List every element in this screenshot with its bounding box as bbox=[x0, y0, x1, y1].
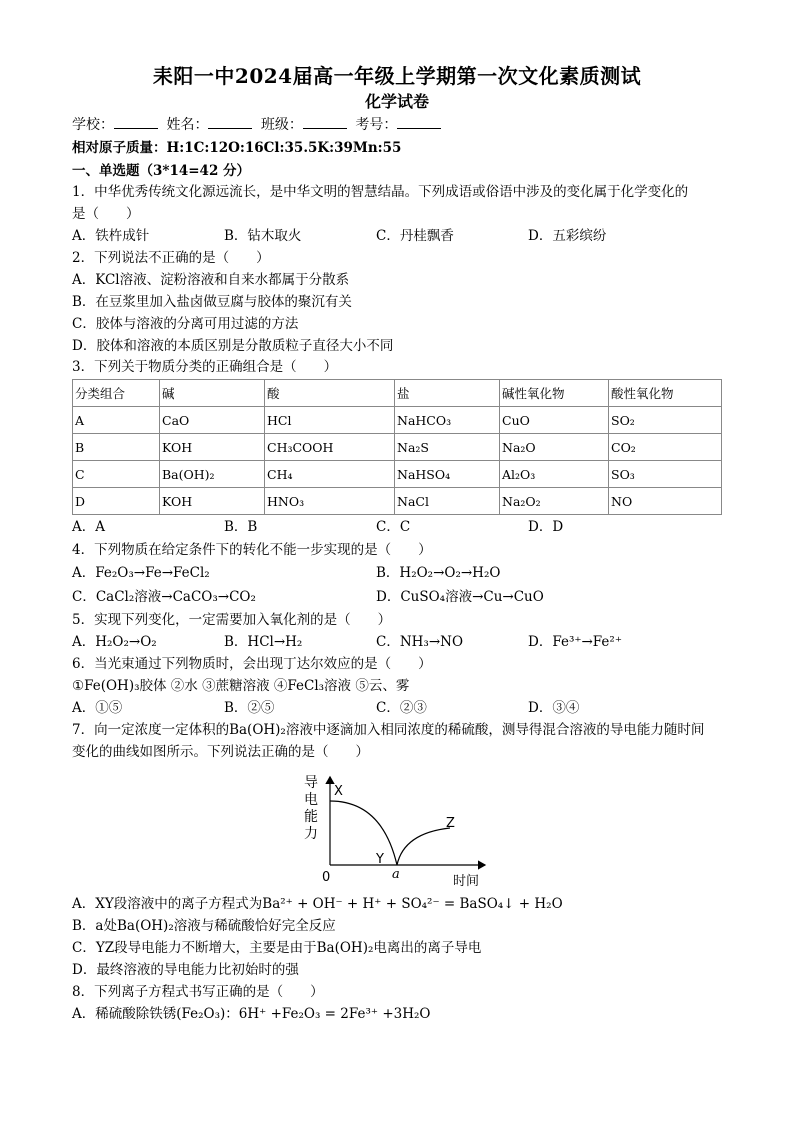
atomic-mass: 相对原子质量：H:1C:12O:16Cl:35.5K:39Mn:55 bbox=[72, 140, 402, 156]
school-blank[interactable] bbox=[114, 114, 158, 129]
q7-option-d: D．最终溶液的导电能力比初始时的强 bbox=[72, 962, 299, 978]
q7-stem-line2: 变化的曲线如图所示。下列说法正确的是（ ） bbox=[72, 744, 369, 760]
q3-option-b: B．B bbox=[224, 519, 258, 535]
q5-stem: 5．实现下列变化，一定需要加入氧化剂的是（ ） bbox=[72, 612, 392, 628]
table-cell: HNO₃ bbox=[265, 488, 395, 515]
q6-option-a: A．①⑤ bbox=[72, 700, 123, 716]
y-label-char: 导 bbox=[304, 775, 318, 791]
name-blank[interactable] bbox=[208, 114, 252, 129]
point-x-label: X bbox=[334, 784, 343, 799]
q8-option-a: A．稀硫酸除铁锈(Fe₂O₃)：6H⁺ +Fe₂O₃ = 2Fe³⁺ +3H₂O bbox=[72, 1006, 431, 1022]
q5-option-a: A．H₂O₂→O₂ bbox=[72, 634, 157, 650]
q3-option-c: C．C bbox=[376, 519, 411, 535]
table-cell: SO₃ bbox=[609, 461, 722, 488]
table-header-row bbox=[73, 380, 722, 407]
q1-stem-line2: 是（ ） bbox=[72, 206, 140, 222]
y-label-char: 电 bbox=[304, 792, 318, 808]
table-cell: D bbox=[73, 488, 160, 515]
curve-xy bbox=[330, 801, 397, 865]
table-row bbox=[73, 488, 722, 515]
y-label-char: 能 bbox=[304, 809, 318, 825]
table-cell: B bbox=[73, 434, 160, 461]
table-header-cell: 酸 bbox=[265, 380, 395, 407]
table-row bbox=[73, 407, 722, 434]
point-z-label: Z bbox=[446, 816, 455, 831]
q5-option-d: D．Fe³⁺→Fe²⁺ bbox=[528, 634, 622, 650]
table-cell: Al₂O₃ bbox=[500, 461, 609, 488]
q6-option-d: D．③④ bbox=[528, 700, 580, 716]
exam-title: 耒阳一中2024届高一年级上学期第一次文化素质测试 bbox=[152, 64, 642, 88]
q1-option-c: C．丹桂飘香 bbox=[376, 228, 454, 244]
q1-stem-line1: 1．中华优秀传统文化源远流长，是中华文明的智慧结晶。下列成语或俗语中涉及的变化属于化学变化的 bbox=[72, 184, 689, 200]
q2-option-b: B．在豆浆里加入盐卤做豆腐与胶体的聚沉有关 bbox=[72, 294, 352, 310]
table-cell: KOH bbox=[160, 434, 265, 461]
q7-option-a: A．XY段溶液中的离子方程式为Ba²⁺ + OH⁻ + H⁺ + SO₄²⁻ = BaSO₄↓ + H₂O bbox=[72, 896, 563, 912]
table-cell: CaO bbox=[160, 407, 265, 434]
table-cell: Na₂S bbox=[395, 434, 500, 461]
school-label: 学校： bbox=[72, 117, 114, 133]
y-label-char: 力 bbox=[304, 826, 318, 842]
q2-option-a: A．KCl溶液、淀粉溶液和自来水都属于分散系 bbox=[72, 272, 350, 288]
q4-option-c: C．CaCl₂溶液→CaCO₃→CO₂ bbox=[72, 589, 256, 605]
q1-option-b: B．钻木取火 bbox=[224, 228, 302, 244]
q2-option-d: D．胶体和溶液的本质区别是分散质粒子直径大小不同 bbox=[72, 338, 394, 354]
student-info-row bbox=[72, 114, 445, 135]
classification-table bbox=[72, 379, 722, 515]
q5-option-b: B．HCl→H₂ bbox=[224, 634, 303, 650]
q2-stem: 2．下列说法不正确的是（ ） bbox=[72, 250, 270, 266]
table-cell: KOH bbox=[160, 488, 265, 515]
table-header-cell: 分类组合 bbox=[73, 380, 160, 407]
q6-stem: 6．当光束通过下列物质时，会出现丁达尔效应的是（ ） bbox=[72, 656, 432, 672]
class-label: 班级： bbox=[260, 117, 303, 133]
point-y-label: Y bbox=[376, 852, 384, 867]
table-header-cell: 盐 bbox=[395, 380, 500, 407]
q4-stem: 4．下列物质在给定条件下的转化不能一步实现的是（ ） bbox=[72, 542, 432, 558]
table-cell: NaCl bbox=[395, 488, 500, 515]
table-cell: CH₄ bbox=[265, 461, 395, 488]
table-cell: C bbox=[73, 461, 160, 488]
q3-option-d: D．D bbox=[528, 519, 564, 535]
origin-label: 0 bbox=[322, 870, 331, 885]
q4-option-d: D．CuSO₄溶液→Cu→CuO bbox=[376, 589, 544, 605]
table-header-cell: 酸性氧化物 bbox=[609, 380, 722, 407]
table-cell: NaHSO₄ bbox=[395, 461, 500, 488]
q7-stem-line1: 7．向一定浓度一定体积的Ba(OH)₂溶液中逐滴加入相同浓度的稀硫酸，测导得混合溶液的导电能力随时间 bbox=[72, 722, 705, 738]
table-cell: A bbox=[73, 407, 160, 434]
table-cell: NO bbox=[609, 488, 722, 515]
q1-option-d: D．五彩缤纷 bbox=[528, 228, 607, 244]
q7-option-b: B．a处Ba(OH)₂溶液与稀硫酸恰好完全反应 bbox=[72, 918, 336, 934]
table-header-cell: 碱 bbox=[160, 380, 265, 407]
q3-stem: 3．下列关于物质分类的正确组合是（ ） bbox=[72, 359, 338, 375]
exam-no-label: 考号： bbox=[355, 117, 398, 133]
q4-option-a: A．Fe₂O₃→Fe→FeCl₂ bbox=[72, 565, 210, 581]
table-cell: SO₂ bbox=[609, 407, 722, 434]
q2-option-c: C．胶体与溶液的分离可用过滤的方法 bbox=[72, 316, 299, 332]
x-axis-label: 时间 bbox=[453, 874, 480, 889]
table-row bbox=[73, 434, 722, 461]
exam-subtitle: 化学试卷 bbox=[364, 92, 429, 111]
point-a-label: a bbox=[392, 867, 400, 882]
q5-option-c: C．NH₃→NO bbox=[376, 634, 464, 650]
q8-stem: 8．下列离子方程式书写正确的是（ ） bbox=[72, 984, 324, 1000]
q3-option-a: A．A bbox=[72, 519, 105, 535]
q7-option-c: C．YZ段导电能力不断增大，主要是由于Ba(OH)₂电离出的离子导电 bbox=[72, 940, 482, 956]
table-cell: CO₂ bbox=[609, 434, 722, 461]
q6-option-b: B．②⑤ bbox=[224, 700, 275, 716]
table-header-cell: 碱性氧化物 bbox=[500, 380, 609, 407]
name-label: 姓名： bbox=[166, 117, 209, 133]
curve-yz bbox=[397, 828, 450, 865]
q4-option-b: B．H₂O₂→O₂→H₂O bbox=[376, 565, 501, 581]
table-row bbox=[73, 461, 722, 488]
q6-option-c: C．②③ bbox=[376, 700, 427, 716]
table-cell: Na₂O bbox=[500, 434, 609, 461]
q1-option-a: A．铁杵成针 bbox=[72, 228, 150, 244]
class-blank[interactable] bbox=[303, 114, 347, 129]
table-cell: Na₂O₂ bbox=[500, 488, 609, 515]
table-cell: CH₃COOH bbox=[265, 434, 395, 461]
table-cell: NaHCO₃ bbox=[395, 407, 500, 434]
conductivity-figure bbox=[300, 773, 500, 893]
q6-items: ①Fe(OH)₃胶体 ②水 ③蔗糖溶液 ④FeCl₃溶液 ⑤云、雾 bbox=[72, 678, 410, 694]
section-heading: 一、单选题（3*14=42 分） bbox=[72, 163, 251, 179]
table-cell: Ba(OH)₂ bbox=[160, 461, 265, 488]
table-cell: HCl bbox=[265, 407, 395, 434]
table-cell: CuO bbox=[500, 407, 609, 434]
exam-no-blank[interactable] bbox=[397, 114, 441, 129]
